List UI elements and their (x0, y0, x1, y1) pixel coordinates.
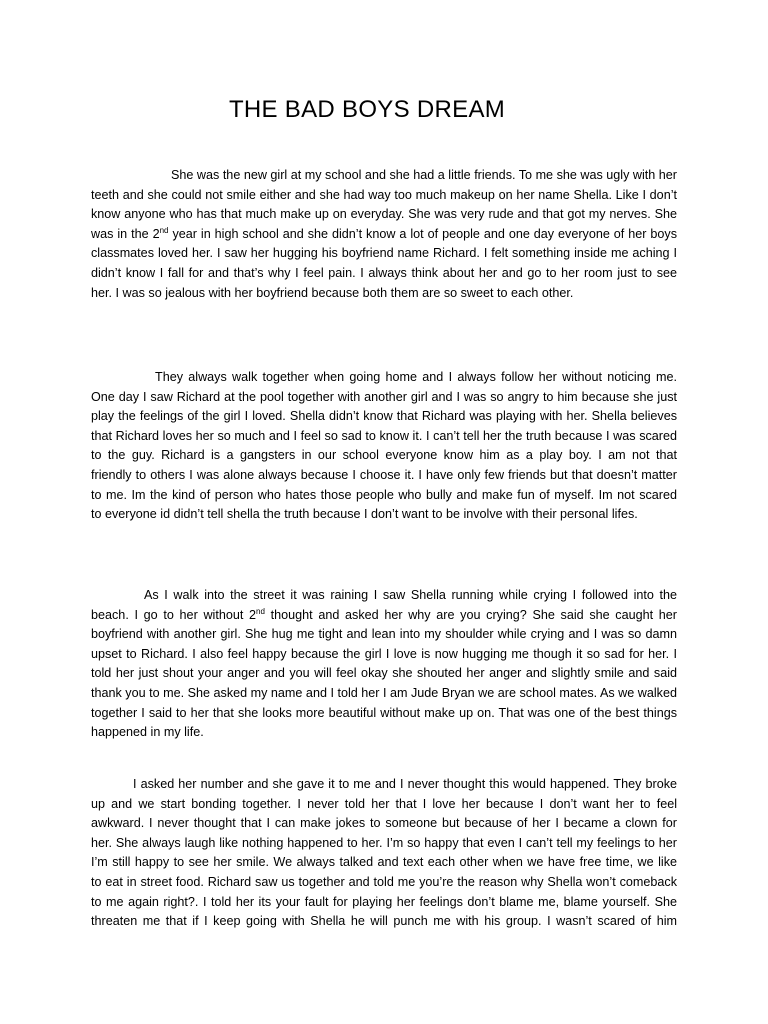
paragraph-line: She was the new girl at my school and she had a little friends. To me she was ugly with her (171, 168, 677, 182)
paragraph-line: up and we start bonding together. I never told her that I love her because I don’t want her to feel (91, 796, 677, 811)
paragraph-line: I asked her number and she gave it to me and I never thought this would happened. They broke (133, 777, 677, 791)
paragraph-line: awkward. I never thought that I can make jokes to someone but because of her I became a clown for (91, 816, 677, 831)
paragraph-line: As I walk into the street it was raining I saw Shella running while crying I followed into the (144, 588, 677, 602)
paragraph-line: upset to Richard. I also feel happy because the girl I love is now hugging me though it so sad for her. I (91, 646, 677, 661)
paragraph-line: classmates loved her. I saw her hugging his boyfriend name Richard. I felt something inside me aching I (91, 246, 677, 261)
paragraph-line: They always walk together when going home and I always follow her without noticing me. (155, 370, 677, 384)
paragraph-line: didn’t know I fall for and that’s why I feel pain. I always think about her and go to her room just to see (91, 265, 677, 280)
paragraph-line: to eat in street food. Richard saw us together and told me you’re the reason why Shella won’t comeback (91, 874, 677, 889)
paragraph-line: to me again right?. I told her its your fault for playing her feelings don’t blame me, blame yourself. She (91, 894, 677, 909)
paragraph-line: together I said to her that she looks more beautiful without make up on. That was one of the best things (91, 705, 677, 720)
paragraph-line: her. I was so jealous with her boyfriend because both them are so sweet to each other. (91, 285, 574, 300)
paragraph-line: One day I saw Richard at the pool together with another girl and I was so angry to him because she just (91, 389, 677, 404)
paragraph-line: to everyone id didn’t tell shella the truth because I don’t want to be involve with their personal lifes. (91, 507, 638, 522)
paragraph-line: was in the 2nd year in high school and she didn’t know a lot of people and one day everyone of her boys (91, 225, 678, 241)
paragraph-line: that Richard loves her so much and I feel so sad to know it. I can’t tell her the truth because I was scared (91, 428, 677, 443)
paragraph-line: play the feelings of the girl I loved. Shella didn’t know that Richard was playing with her. Shella believes (91, 409, 677, 424)
paragraph-line: threaten me that if I keep going with Shella he will punch me with his group. I wasn’t scared of him (91, 914, 677, 929)
paragraph-line: to the guy. Richard is a gangsters in our school everyone know him as a play boy. I am not that (91, 448, 677, 463)
paragraph-3 (91, 586, 677, 743)
paragraph-line: I’m still happy to see her smile. We always talked and text each other when we have free time, we like (91, 855, 677, 870)
paragraph-line: boyfriend with another girl. She hug me tight and lean into my shoulder while crying and I was so damn (91, 627, 677, 642)
paragraph-line: to me. Im the kind of person who hates those people who bully and make fun of myself. Im not scared (91, 487, 677, 502)
paragraph-line: her. She always laugh like nothing happened to her. I’m so happy that even I can’t tell my feelings to her (91, 835, 677, 850)
paragraph-line: friendly to others I was alone always because I choose it. I have only few friends but that doesn’t matter (91, 467, 677, 482)
document-title: THE BAD BOYS DREAM (228, 96, 506, 123)
paragraph-line: teeth and she could not smile either and she had way too much makeup on her name Shella. Like I don’t (91, 187, 677, 202)
paragraph-line: told her just shout your anger and you will feel okay she shouted her anger and slightly smile and said (91, 666, 677, 681)
paragraph-line: beach. I go to her without 2nd thought and asked her why are you crying? She said she caught her (91, 606, 678, 622)
paragraph-line: thank you to me. She asked my name and I told her I am Jude Bryan we are school mates. As we walked (91, 685, 677, 700)
paragraph-line: happened in my life. (91, 725, 204, 740)
paragraph-line: know anyone who has that much make up on everyday. She was very rude and that got my nerves. She (91, 207, 677, 222)
paragraph-2 (91, 368, 677, 525)
paragraph-1 (91, 166, 677, 303)
paragraph-4 (91, 775, 677, 932)
